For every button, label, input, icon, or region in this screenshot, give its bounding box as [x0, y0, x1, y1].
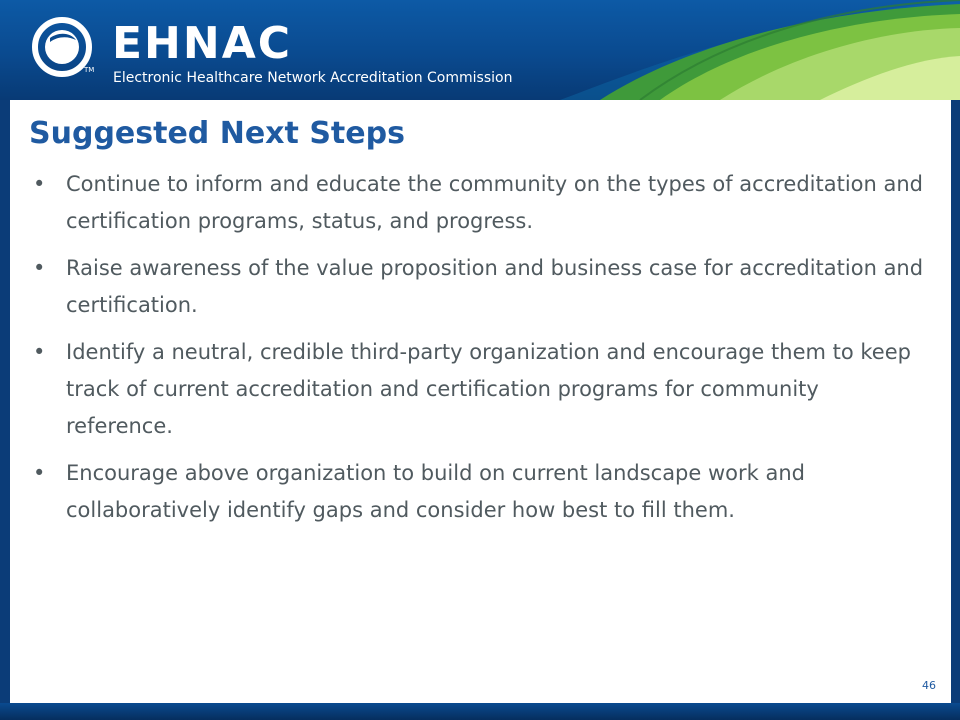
- trademark-symbol: TM: [84, 66, 95, 74]
- bullet-list: [29, 166, 929, 539]
- page-number: 46: [922, 679, 936, 692]
- bullet-item: [29, 166, 929, 240]
- bullet-dot-icon: •: [33, 461, 46, 485]
- bullet-text: Raise awareness of the value proposition and business case for accreditation and certification.: [66, 256, 924, 317]
- bullet-dot-icon: •: [33, 256, 46, 280]
- logo-tagline: Electronic Healthcare Network Accreditation Commission: [113, 70, 513, 86]
- bullet-text: Identify a neutral, credible third-party organization and encourage them to keep track of current accreditation and certification programs for community reference.: [66, 340, 911, 438]
- bullet-text: Continue to inform and educate the community on the types of accreditation and certification programs, status, and progress.: [66, 172, 924, 233]
- slide-header: [0, 0, 960, 100]
- logo-wordmark: EHNAC: [112, 18, 293, 69]
- footer-bar: [0, 703, 960, 720]
- bullet-item: [29, 334, 929, 445]
- bullet-item: [29, 250, 929, 324]
- slide-content: [10, 100, 951, 703]
- slide-title: Suggested Next Steps: [29, 116, 405, 151]
- bullet-item: [29, 455, 929, 529]
- bullet-text: Encourage above organization to build on current landscape work and collaboratively identify gaps and consider how best to fill them.: [66, 461, 805, 522]
- bullet-dot-icon: •: [33, 172, 46, 196]
- bullet-dot-icon: •: [33, 340, 46, 364]
